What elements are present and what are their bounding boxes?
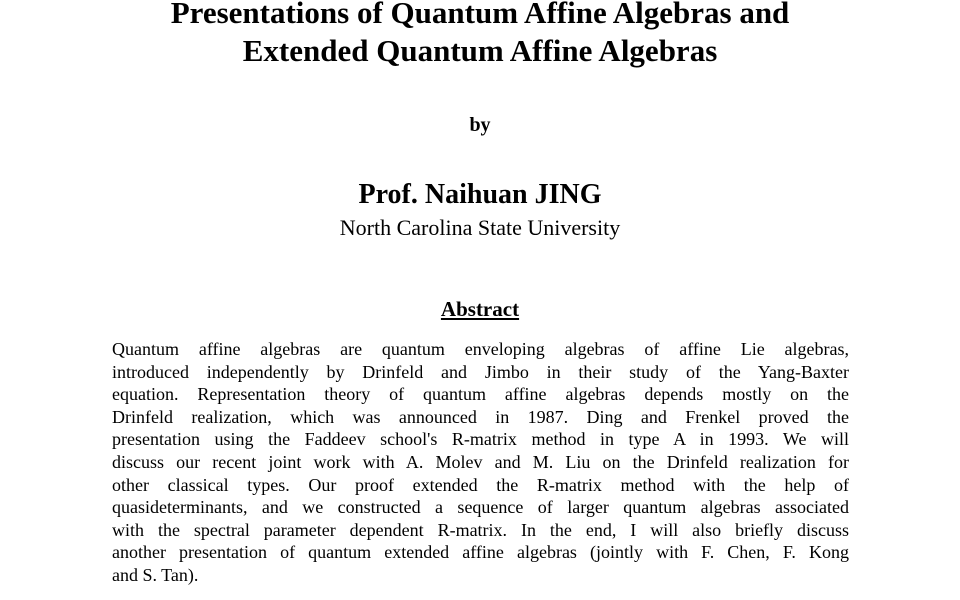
author-name: Prof. Naihuan JING <box>358 179 602 210</box>
author-affiliation: North Carolina State University <box>339 215 621 240</box>
abstract-line: quasideterminants, and we constructed a sequence of larger quantum algebras associated <box>112 497 849 518</box>
abstract-line: presentation using the Faddeev school's R-matrix method in type A in 1993. We will <box>112 429 849 450</box>
abstract-line: with the spectral parameter dependent R-matrix. In the end, I will also briefly discuss <box>112 519 849 540</box>
document-title <box>0 0 960 70</box>
abstract-line: other classical types. Our proof extended the R-matrix method with the help of <box>112 474 849 495</box>
abstract-line: Quantum affine algebras are quantum enveloping algebras of affine Lie algebras, <box>112 339 849 359</box>
abstract-line: Drinfeld realization, which was announced in 1987. Ding and Frenkel proved the <box>112 406 849 427</box>
abstract-line: introduced independently by Drinfeld and Jimbo in their study of the Yang-Baxter <box>112 361 849 382</box>
by-line: by <box>469 114 491 136</box>
abstract-line: and S. Tan). <box>112 564 199 585</box>
abstract-line: equation. Representation theory of quantum affine algebras depends mostly on the <box>112 384 849 405</box>
abstract-line: another presentation of quantum extended affine algebras (jointly with F. Chen, F. Kong <box>112 542 849 563</box>
abstract-heading: Abstract <box>440 297 520 321</box>
abstract-body <box>112 338 849 587</box>
title-line-1: Presentations of Quantum Affine Algebras and <box>170 0 790 30</box>
abstract-line: discuss our recent joint work with A. Molev and M. Liu on the Drinfeld realization for <box>112 451 849 472</box>
title-line-2: Extended Quantum Affine Algebras <box>242 33 718 68</box>
